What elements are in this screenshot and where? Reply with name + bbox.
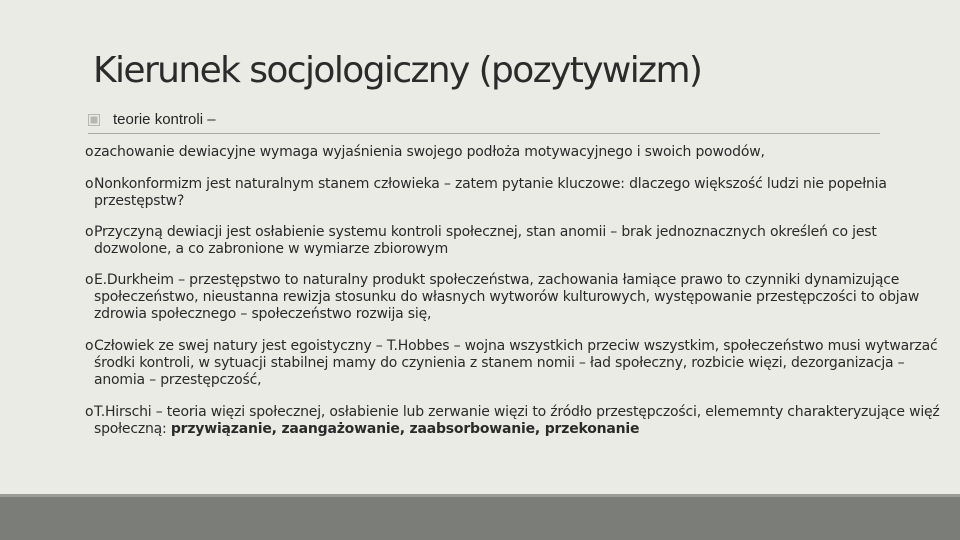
- list-item-text: Nonkonformizm jest naturalnym stanem człowieka – zatem pytanie kluczowe: dlaczego większość ludzi nie popełnia przestępstw?: [94, 176, 887, 209]
- list-item: [85, 176, 945, 210]
- list-item-text: Człowiek ze swej natury jest egoistyczny – T.Hobbes – wojna wszystkich przeciw wszystkim, społeczeństwo musi wytwarzać środki kontroli, w sytuacji stabilnej mamy do czynienia z stanem nomii – ład społeczny, rozbicie więzi, dezorganizacja – anomia – przestępczość,: [94, 338, 938, 388]
- list-item-text: zachowanie dewiacyjne wymaga wyjaśnienia swojego podłoża motywacyjnego i swoich powodów,: [94, 144, 765, 160]
- subheading: [88, 111, 216, 128]
- list-item-bold-text: przywiązanie, zaangażowanie, zaabsorbowanie, przekonanie: [170, 421, 640, 437]
- list-item: [85, 224, 945, 258]
- list-item: [85, 144, 945, 161]
- list-item-text: E.Durkheim – przestępstwo to naturalny produkt społeczeństwa, zachowania łamiące prawo to czynniki dynamizujące społeczeństwo, nieustanna rewizja stosunku do własnych wytworów kulturowych, występowanie przestępczości to objaw zdrowia społecznego – społeczeństwo rozwija się,: [94, 272, 920, 322]
- list-item: [85, 338, 945, 389]
- subheading-label: teorie kontroli –: [113, 111, 216, 128]
- bullet-marker: o: [85, 272, 94, 288]
- bullet-marker: o: [85, 404, 94, 420]
- list-item: [85, 404, 945, 438]
- list-item-text: T.Hirschi – teoria więzi społecznej, osłabienie lub zerwanie więzi to źródło przestępczości, elememnty charakteryzujące więź społeczną:: [94, 404, 940, 437]
- title-divider: [88, 133, 880, 134]
- footer-band: [0, 497, 960, 540]
- bullet-marker: o: [85, 176, 94, 192]
- checkbox-bullet-icon: [88, 114, 100, 126]
- bullet-marker: o: [85, 338, 94, 354]
- bullet-list: [85, 144, 945, 438]
- slide-title: Kierunek socjologiczny (pozytywizm): [93, 50, 702, 91]
- bullet-marker: o: [85, 144, 94, 160]
- list-item-text: Przyczyną dewiacji jest osłabienie systemu kontroli społecznej, stan anomii – brak jednoznacznych określeń co jest dozwolone, a co zabronione w wymiarze zbiorowym: [94, 224, 877, 257]
- bullet-marker: o: [85, 224, 94, 240]
- list-item: [85, 272, 945, 323]
